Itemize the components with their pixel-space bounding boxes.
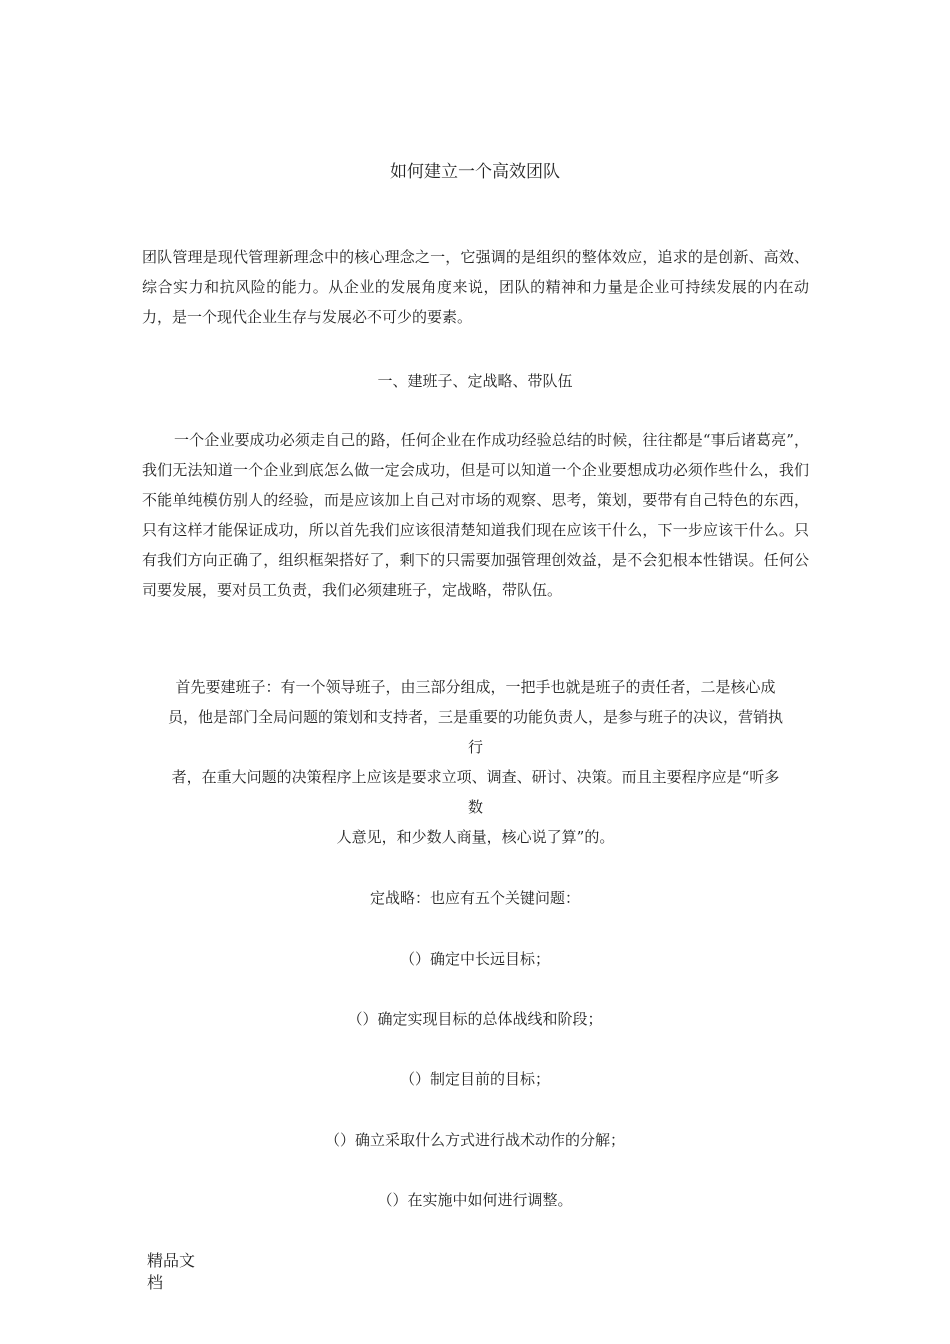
strategy-list-item: （）确定中长远目标； (399, 950, 550, 968)
document-title: 如何建立一个高效团队 (390, 162, 560, 182)
strategy-list-item: （）确定实现目标的总体战线和阶段； (347, 1010, 603, 1028)
section-body-paragraph: 一个企业要成功必须走自己的路，任何企业在作成功经验总结的时候，往往都是“事后诸葛亮”，我们无法知道一个企业到底怎么做一定会成功，但是可以知道一个企业要想成功必须作些什么，我们不能单纯模仿别人的经验，而是应该加上自己对市场的观察、思考，策划，要带有自己特色的东西，只有这样才能保证成功，所以首先我们应该很清楚知道我们现在应该干什么，下一步应该干什么。只有我们方向正确了，组织框架搭好了，剩下的只需要加强管理创效益，是不会犯根本性错误。任何公司要发展，要对员工负责，我们必须建班子，定战略，带队伍。 (142, 431, 809, 599)
intro-paragraph: 团队管理是现代管理新理念中的核心理念之一，它强调的是组织的整体效应，追求的是创新、高效、综合实力和抗风险的能力。从企业的发展角度来说，团队的精神和力量是企业可持续发展的内在动力，是一个现代企业生存与发展必不可少的要素。 (142, 248, 809, 326)
strategy-list-item: （）在实施中如何进行调整。 (377, 1191, 573, 1209)
section-heading: 一、建班子、定战略、带队伍 (377, 372, 573, 390)
team-line: 人意见，和少数人商量，核心说了算”的。 (336, 828, 615, 846)
strategy-heading: 定战略：也应有五个关键问题： (369, 889, 580, 907)
team-line: 数 (467, 798, 483, 816)
strategy-list-item: （）制定目前的目标； (399, 1070, 550, 1088)
team-line: 者，在重大问题的决策程序上应该是要求立项、调查、研讨、决策。而且主要程序应是“听多 (171, 768, 780, 786)
strategy-list-item: （）确立采取什么方式进行战术动作的分解； (324, 1131, 625, 1149)
team-line: 首先要建班子：有一个领导班子，由三部分组成，一把手也就是班子的责任者，二是核心成 (175, 678, 776, 696)
team-building-paragraph (142, 672, 809, 852)
team-line: 行 (467, 738, 483, 756)
footer-watermark-text: 精品文档 (147, 1251, 196, 1292)
team-line: 员，他是部门全局问题的策划和支持者，三是重要的功能负责人，是参与班子的决议，营销执 (167, 708, 783, 726)
